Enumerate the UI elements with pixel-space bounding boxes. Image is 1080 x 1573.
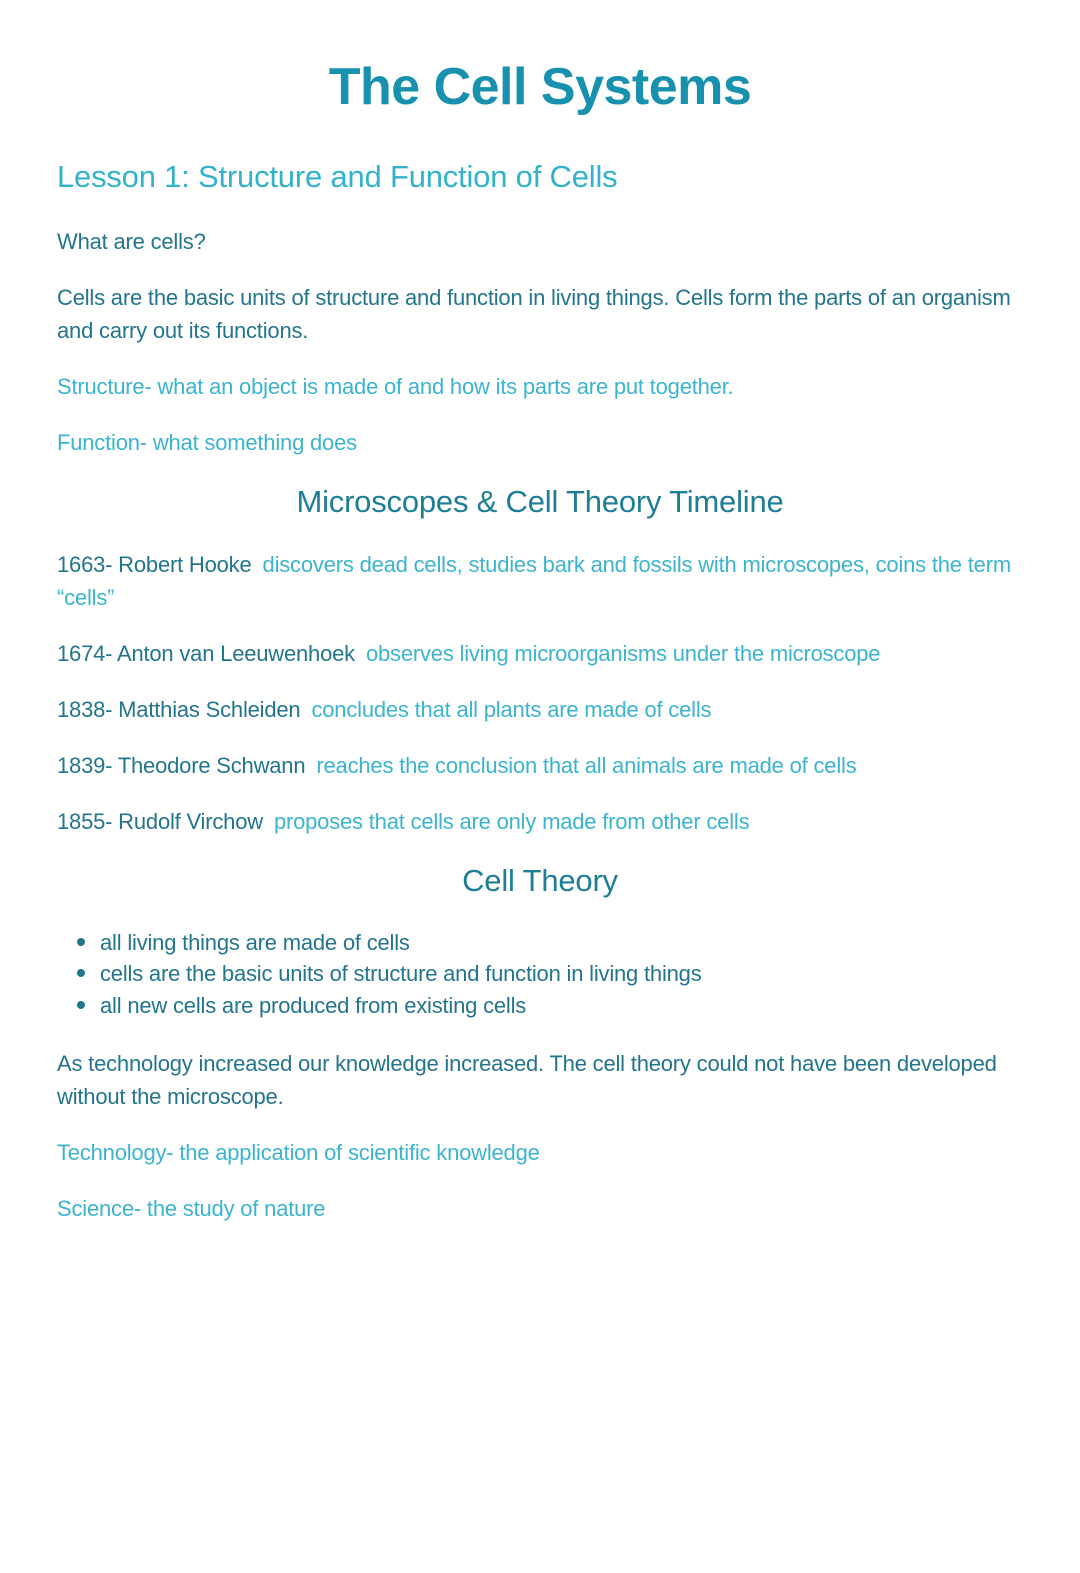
cell-theory-bullet-list <box>57 927 1023 1021</box>
timeline-entry-desc: proposes that cells are only made from other cells <box>273 808 750 834</box>
timeline-entry-label: 1855- Rudolf Virchow <box>57 808 263 834</box>
cell-theory-bullet <box>57 990 1023 1021</box>
timeline-entry-label: 1663- Robert Hooke <box>57 551 252 577</box>
timeline-entry-label: 1674- Anton van Leeuwenhoek <box>57 640 355 666</box>
bullet-dot-icon <box>77 969 85 977</box>
timeline-entry-desc: discovers dead cells, studies bark and fossils with microscopes, coins the term “cells” <box>57 551 1011 610</box>
timeline-entry-desc: reaches the conclusion that all animals are made of cells <box>316 752 857 778</box>
lesson-heading: Lesson 1: Structure and Function of Cells <box>57 158 618 194</box>
timeline-heading: Microscopes & Cell Theory Timeline <box>296 483 784 519</box>
technology-paragraph: As technology increased our knowledge increased. The cell theory could not have been developed without the microscope. <box>57 1050 997 1109</box>
timeline-entry <box>57 637 1023 670</box>
cell-theory-bullet <box>57 927 1023 958</box>
timeline-entry-desc: concludes that all plants are made of cells <box>311 696 712 722</box>
bullet-dot-icon <box>77 1001 85 1009</box>
intro-paragraph: Cells are the basic units of structure and function in living things. Cells form the parts of an organism and carry out its functions. <box>57 284 1011 343</box>
definition-technology: Technology- the application of scientific knowledge <box>57 1139 540 1165</box>
timeline-entry <box>57 693 1023 726</box>
cell-theory-bullet-text: all new cells are produced from existing cells <box>100 992 527 1018</box>
timeline-entry-desc: observes living microorganisms under the microscope <box>365 640 881 666</box>
timeline-entry <box>57 749 1023 782</box>
page-title: The Cell Systems <box>328 58 752 116</box>
definition-structure: Structure- what an object is made of and how its parts are put together. <box>57 373 734 399</box>
bullet-dot-icon <box>77 938 85 946</box>
intro-question: What are cells? <box>57 228 206 254</box>
cell-theory-bullet <box>57 958 1023 989</box>
timeline-entry-label: 1839- Theodore Schwann <box>57 752 306 778</box>
cell-theory-bullet-text: all living things are made of cells <box>100 930 410 956</box>
cell-theory-bullet-text: cells are the basic units of structure and function in living things <box>100 961 702 987</box>
timeline-entry-label: 1838- Matthias Schleiden <box>57 696 301 722</box>
definition-function: Function- what something does <box>57 429 357 455</box>
timeline-entry <box>57 548 1023 614</box>
timeline-entry <box>57 805 1023 838</box>
definition-science: Science- the study of nature <box>57 1195 326 1221</box>
cell-theory-heading: Cell Theory <box>462 862 618 898</box>
